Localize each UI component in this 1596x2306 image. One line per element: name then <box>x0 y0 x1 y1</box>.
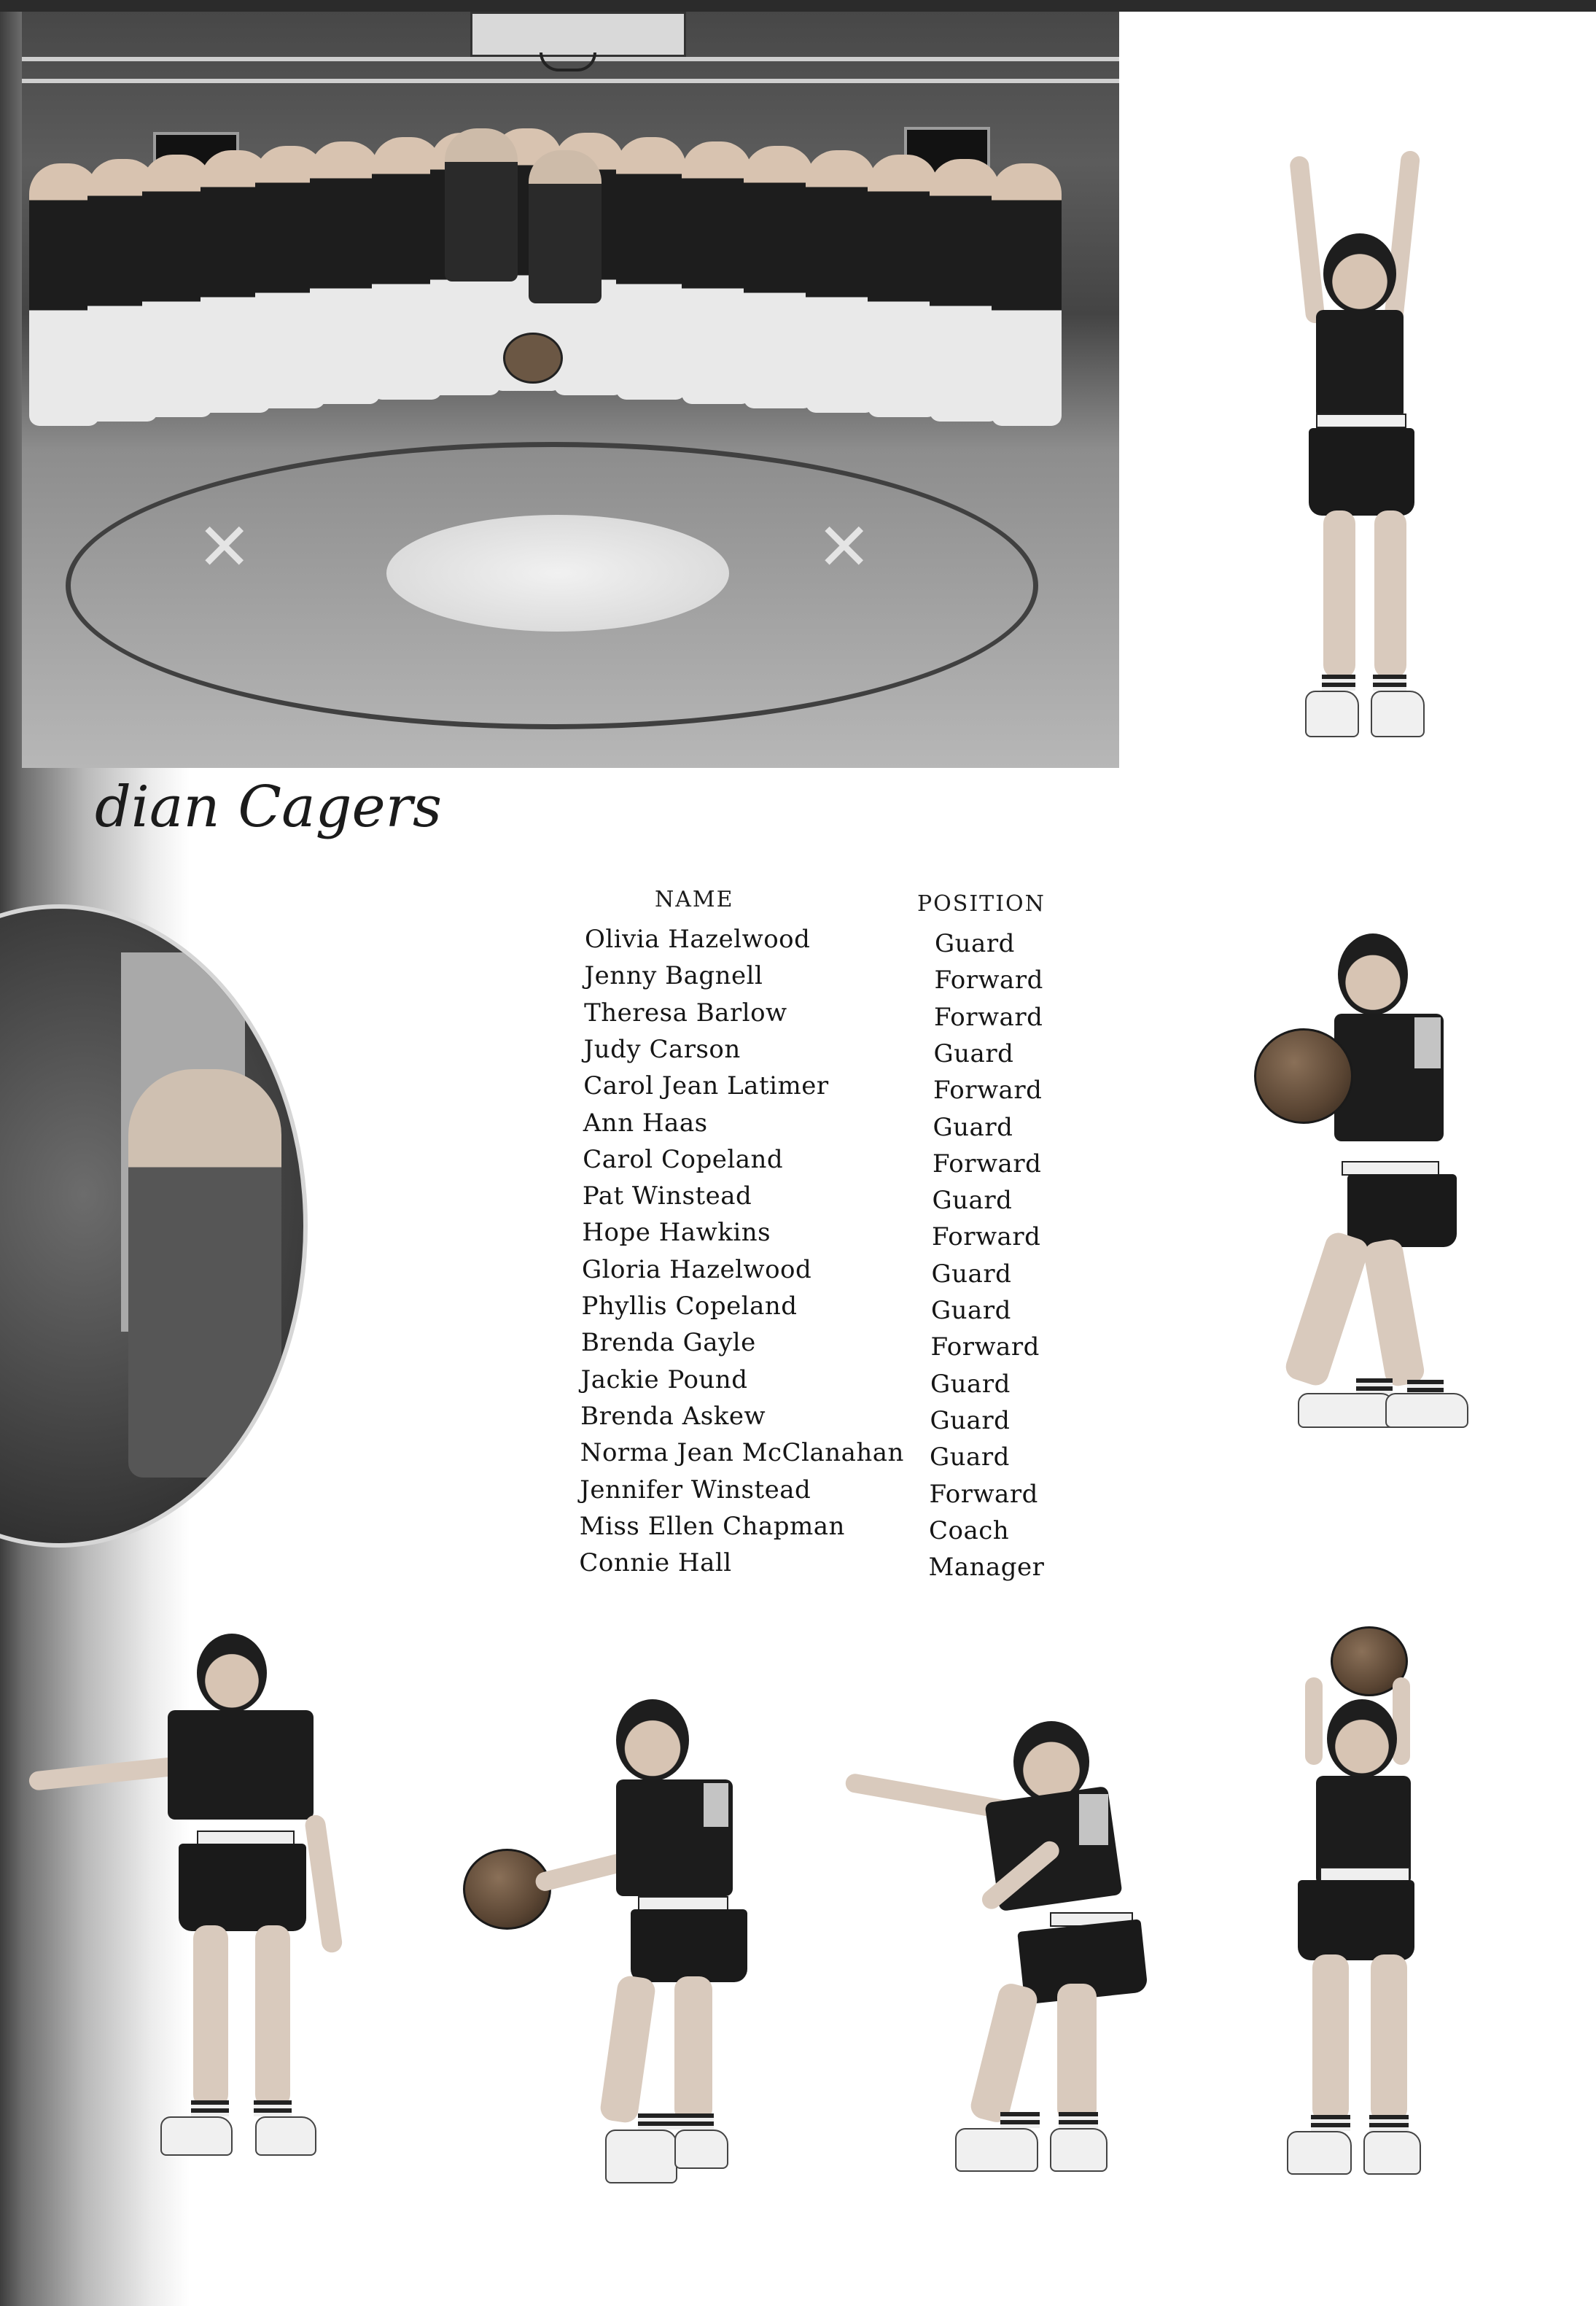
roster-player-position: Guard <box>933 1039 1014 1068</box>
page-title: dian Cagers <box>95 775 442 840</box>
roster-player-name: Jenny Bagnell <box>584 961 763 991</box>
coach-standing-right <box>529 150 602 303</box>
player-shoe <box>255 2116 316 2156</box>
player-leg <box>193 1925 228 2108</box>
player-leg <box>1362 1238 1426 1388</box>
player-arm <box>1383 150 1420 326</box>
player-sock <box>1369 2115 1409 2131</box>
player-sock <box>1373 675 1406 691</box>
roster-player-position: Guard <box>931 1296 1011 1325</box>
roster-player-name: Jackie Pound <box>580 1364 748 1394</box>
player-head <box>616 1699 689 1781</box>
player-photo-defending <box>838 1721 1159 2202</box>
player-leg <box>255 1925 290 2108</box>
player-jersey <box>168 1710 314 1820</box>
player-sock <box>1356 1378 1393 1394</box>
roster-player-position: Coach <box>929 1515 1010 1545</box>
player-arm <box>1305 1677 1323 1765</box>
roster-player-name: Carol Jean Latimer <box>583 1071 829 1101</box>
player-shoe <box>1287 2131 1352 2175</box>
team-photo <box>22 12 1119 768</box>
player-sock <box>254 2100 292 2116</box>
roster-player-name: Brenda Askew <box>580 1401 766 1431</box>
court-x-mark-left: ✕ <box>197 509 252 586</box>
roster-player-name: Hope Hawkins <box>582 1218 771 1248</box>
player-shorts <box>631 1909 747 1982</box>
balcony-rail-lower <box>22 79 1119 83</box>
player-photo-arm-extended <box>29 1634 379 2173</box>
roster-player-position: Forward <box>932 1222 1041 1252</box>
backboard <box>470 12 686 57</box>
roster-player-name: Connie Hall <box>579 1548 732 1578</box>
basketball <box>463 1849 551 1930</box>
team-member <box>682 141 752 404</box>
basketball <box>1254 1028 1353 1124</box>
roster-player-name: Ann Haas <box>583 1108 708 1138</box>
roster-player-name: Jennifer Winstead <box>580 1475 811 1505</box>
player-leg <box>1374 510 1406 678</box>
player-shoe <box>1298 1393 1395 1428</box>
top-border <box>0 0 1596 12</box>
player-shoe <box>1385 1393 1468 1428</box>
team-basketball <box>503 333 563 384</box>
roster-player-name: Miss Ellen Chapman <box>579 1511 845 1541</box>
player-shorts <box>179 1844 306 1931</box>
roster-player-position: Guard <box>930 1405 1011 1435</box>
player-leg <box>1057 1984 1097 2122</box>
roster-player-name: Gloria Hazelwood <box>581 1254 812 1284</box>
player-belt <box>1320 1867 1410 1882</box>
team-member <box>310 141 380 404</box>
player-sleeve-stripe <box>1414 1017 1441 1068</box>
roster-player-position: Forward <box>933 1149 1042 1179</box>
roster-player-position: Guard <box>932 1186 1013 1216</box>
player-belt <box>638 1896 728 1911</box>
team-member <box>992 163 1062 426</box>
player-leg <box>1312 1954 1349 2122</box>
player-sock <box>1059 2112 1098 2128</box>
player-head <box>1323 233 1396 314</box>
player-shorts <box>1347 1174 1457 1247</box>
team-member <box>868 155 938 417</box>
court-x-mark-right: ✕ <box>817 509 872 586</box>
roster-header-name: NAME <box>655 887 734 912</box>
roster-header-position: POSITION <box>917 891 1046 917</box>
roster-player-name: Judy Carson <box>583 1034 741 1064</box>
player-sleeve-stripe <box>1079 1794 1108 1845</box>
player-head <box>197 1634 267 1712</box>
player-shoe <box>1305 691 1359 737</box>
roster-player-name: Theresa Barlow <box>584 998 787 1028</box>
player-head <box>1327 1699 1397 1778</box>
player-sock <box>674 2113 714 2130</box>
coach-portrait-photo <box>0 904 308 1548</box>
player-sock <box>1322 675 1355 691</box>
player-shoe <box>160 2116 233 2156</box>
team-member <box>806 150 876 413</box>
roster-player-position: Forward <box>934 966 1043 995</box>
player-head <box>1338 933 1408 1015</box>
roster-player-position: Guard <box>933 1112 1013 1142</box>
player-shoe <box>674 2130 728 2169</box>
roster-player-name: Norma Jean McClanahan <box>580 1438 904 1468</box>
player-arm <box>1393 1677 1410 1765</box>
team-member <box>616 137 686 400</box>
roster-player-name: Carol Copeland <box>583 1144 784 1174</box>
roster-player-position: Manager <box>928 1553 1045 1583</box>
court-indian-head-logo <box>386 515 729 632</box>
player-leg <box>599 1974 656 2124</box>
roster-player-name: Pat Winstead <box>582 1181 752 1211</box>
roster-player-position: Guard <box>930 1369 1011 1399</box>
roster-player-name: Phyllis Copeland <box>581 1292 798 1321</box>
player-shorts <box>1298 1880 1414 1960</box>
team-member <box>744 146 814 408</box>
player-shoe <box>1050 2128 1108 2172</box>
player-arm <box>1289 155 1326 324</box>
player-shoe <box>1363 2131 1421 2175</box>
player-belt <box>1316 414 1406 428</box>
player-sock <box>1000 2112 1040 2128</box>
player-belt <box>197 1831 295 1845</box>
player-photo-arms-raised <box>1269 142 1458 755</box>
roster-player-name: Brenda Gayle <box>581 1328 756 1358</box>
player-arm <box>304 1814 343 1954</box>
roster-player-position: Forward <box>930 1332 1040 1362</box>
player-sock <box>191 2100 229 2116</box>
player-leg <box>674 1976 712 2122</box>
roster-player-position: Forward <box>933 1076 1043 1106</box>
player-shoe <box>1371 691 1425 737</box>
player-leg <box>1282 1230 1371 1389</box>
roster-player-position: Forward <box>929 1479 1038 1509</box>
player-shorts <box>1309 428 1414 516</box>
player-sock <box>638 2113 677 2130</box>
roster-player-name: Olivia Hazelwood <box>585 925 811 954</box>
player-photo-dribbling <box>456 1699 762 2210</box>
coach-standing-left <box>445 128 518 282</box>
player-leg <box>968 1981 1040 2124</box>
player-shoe <box>605 2130 677 2183</box>
roster-player-position: Forward <box>934 1002 1043 1032</box>
roster-player-position: Guard <box>935 929 1015 958</box>
player-sleeve-stripe <box>704 1783 728 1827</box>
player-belt <box>1342 1161 1439 1176</box>
player-leg <box>1371 1954 1407 2122</box>
basketball-hoop <box>540 53 596 71</box>
player-shoe <box>955 2128 1038 2172</box>
player-leg <box>1323 510 1355 678</box>
roster-player-position: Guard <box>931 1259 1012 1289</box>
player-jersey <box>1316 310 1404 419</box>
player-photo-ball-overhead <box>1269 1619 1444 2188</box>
team-member <box>930 159 1000 422</box>
portrait-coach <box>128 1069 281 1478</box>
player-photo-holding-ball <box>1239 933 1487 1473</box>
roster-player-position: Guard <box>930 1443 1010 1472</box>
player-sock <box>1311 2115 1350 2131</box>
